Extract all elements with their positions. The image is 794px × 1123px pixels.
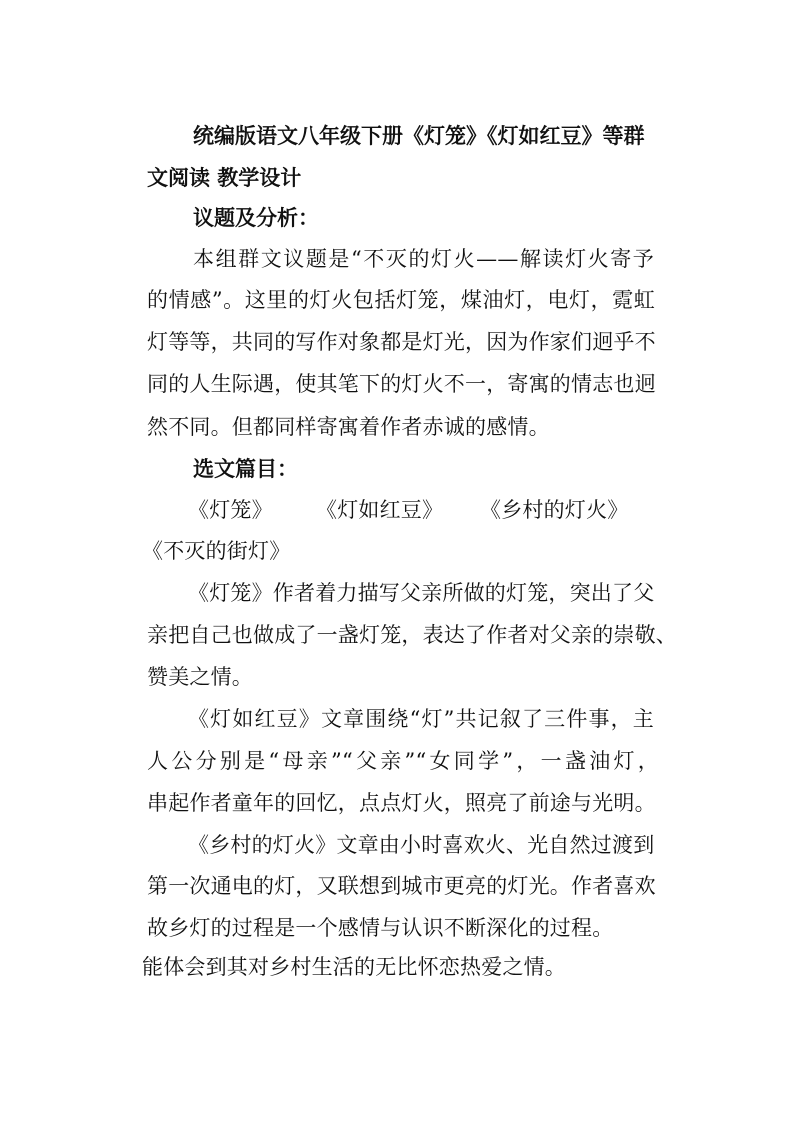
selection-title-jiedeng: 《不灭的街灯》 (142, 539, 291, 563)
xiangcun-line-1: 《乡村的灯火》文章由小时喜欢火、光自然过渡到 (188, 833, 655, 857)
analysis-line-3: 灯等等，共同的写作对象都是灯光，因为作家们迥乎不 (147, 330, 656, 354)
dengruhongdou-line-3: 串起作者童年的回忆，点点灯火，照亮了前途与光明。 (147, 791, 656, 815)
dengruhongdou-line-2: 人公分别是“母亲”“父亲”“女同学”，一盏油灯， (147, 749, 659, 773)
dengruhongdou-line-1: 《灯如红豆》文章围绕“灯”共记叙了三件事，主 (188, 707, 654, 731)
section-heading-selections: 选文篇目： (193, 457, 298, 481)
denglong-line-3: 赞美之情。 (147, 665, 253, 689)
doc-title-line-1: 统编版语文八年级下册《灯笼》《灯如红豆》等群 (193, 124, 645, 148)
doc-title-line-2: 文阅读 教学设计 (147, 166, 302, 190)
selection-title-denglong: 《灯笼》 (188, 498, 273, 522)
analysis-line-5: 然不同。但都同样寄寓着作者赤诚的感情。 (147, 415, 550, 439)
analysis-line-1: 本组群文议题是“不灭的灯火——解读灯火寄予 (193, 247, 654, 271)
section-heading-analysis: 议题及分析： (193, 206, 319, 230)
denglong-line-2: 亲把自己也做成了一盏灯笼，表达了作者对父亲的崇敬、 (147, 623, 677, 647)
analysis-line-4: 同的人生际遇，使其笔下的灯火不一，寄寓的情志也迥 (147, 372, 656, 396)
xiangcun-line-4: 能体会到其对乡村生活的无比怀恋热爱之情。 (142, 955, 566, 979)
analysis-line-2: 的情感”。这里的灯火包括灯笼，煤油灯，电灯，霓虹 (147, 288, 655, 312)
xiangcun-line-2: 第一次通电的灯，又联想到城市更亮的灯光。作者喜欢 (147, 874, 656, 898)
selection-title-xiangcun: 《乡村的灯火》 (480, 498, 629, 522)
xiangcun-line-3: 故乡灯的过程是一个感情与认识不断深化的过程。 (147, 916, 614, 940)
selection-title-dengruhongdou: 《灯如红豆》 (316, 498, 444, 522)
denglong-line-1: 《灯笼》作者着力描写父亲所做的灯笼，突出了父 (188, 581, 655, 605)
